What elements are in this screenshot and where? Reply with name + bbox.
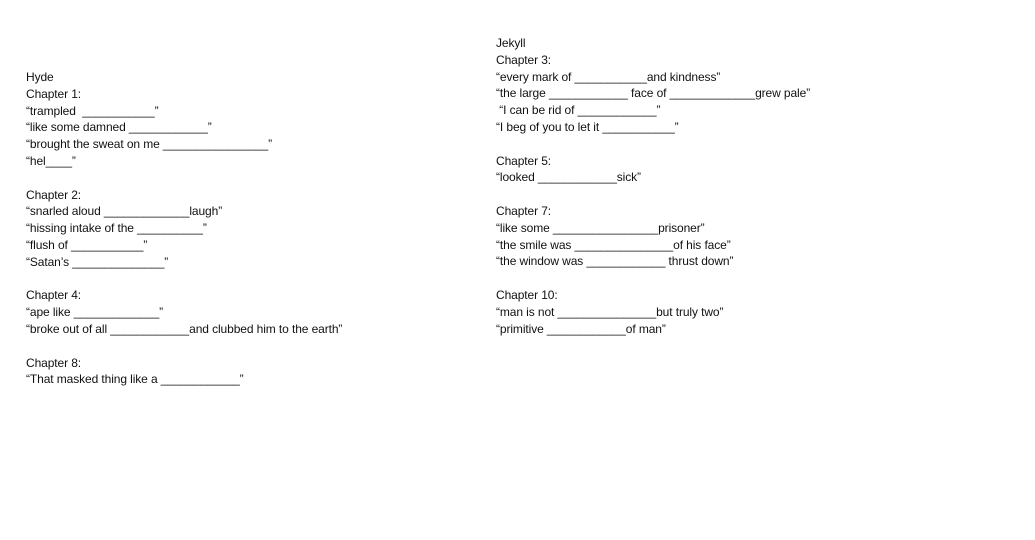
section-gap bbox=[496, 270, 916, 287]
chapter-heading: Chapter 4: bbox=[26, 288, 82, 303]
section-gap bbox=[26, 271, 466, 288]
quote-line: “flush of ___________” bbox=[26, 237, 148, 252]
section-gap bbox=[496, 136, 916, 153]
quote-line: “Satan’s ______________” bbox=[26, 254, 169, 269]
chapter-heading: Chapter 8: bbox=[26, 355, 82, 370]
quote-line: “hissing intake of the __________” bbox=[26, 221, 207, 236]
chapter-heading: Chapter 3: bbox=[496, 52, 552, 67]
quote-line: “broke out of all ____________and clubbed him to the earth” bbox=[26, 321, 343, 336]
quote-line: “man is not _______________but truly two” bbox=[496, 304, 724, 319]
jekyll-title: Jekyll bbox=[496, 36, 526, 50]
hyde-title: Hyde bbox=[26, 70, 54, 84]
quote-line: “snarled aloud _____________laugh” bbox=[26, 204, 223, 219]
section-gap bbox=[26, 338, 466, 355]
quote-line: “hel____” bbox=[26, 153, 76, 168]
hyde-column bbox=[26, 69, 466, 388]
chapter-heading: Chapter 1: bbox=[26, 86, 82, 101]
quote-line: “I beg of you to let it ___________” bbox=[496, 119, 679, 134]
jekyll-column bbox=[496, 35, 916, 337]
quote-line: “like some damned ____________” bbox=[26, 120, 212, 135]
chapter-heading: Chapter 5: bbox=[496, 153, 552, 168]
section-gap bbox=[496, 186, 916, 203]
quote-line: “primitive ____________of man” bbox=[496, 321, 666, 336]
quote-line: “trampled ___________” bbox=[26, 103, 159, 118]
quote-line: “the large ____________ face of _____________grew pale” bbox=[496, 86, 811, 101]
chapter-heading: Chapter 2: bbox=[26, 187, 82, 202]
quote-line: “looked ____________sick” bbox=[496, 170, 641, 185]
chapter-heading: Chapter 7: bbox=[496, 203, 552, 218]
quote-line: “That masked thing like a ____________” bbox=[26, 372, 244, 387]
quote-line: “the window was ____________ thrust down” bbox=[496, 254, 734, 269]
quote-line: “brought the sweat on me ________________” bbox=[26, 137, 272, 152]
chapter-heading: Chapter 10: bbox=[496, 287, 558, 302]
quote-line: “like some ________________prisoner” bbox=[496, 220, 705, 235]
quote-line: “the smile was _______________of his face” bbox=[496, 237, 731, 252]
quote-line: “ape like _____________” bbox=[26, 305, 164, 320]
quote-line: “I can be rid of ____________” bbox=[496, 103, 661, 118]
quote-line: “every mark of ___________and kindness” bbox=[496, 69, 721, 84]
section-gap bbox=[26, 170, 466, 187]
